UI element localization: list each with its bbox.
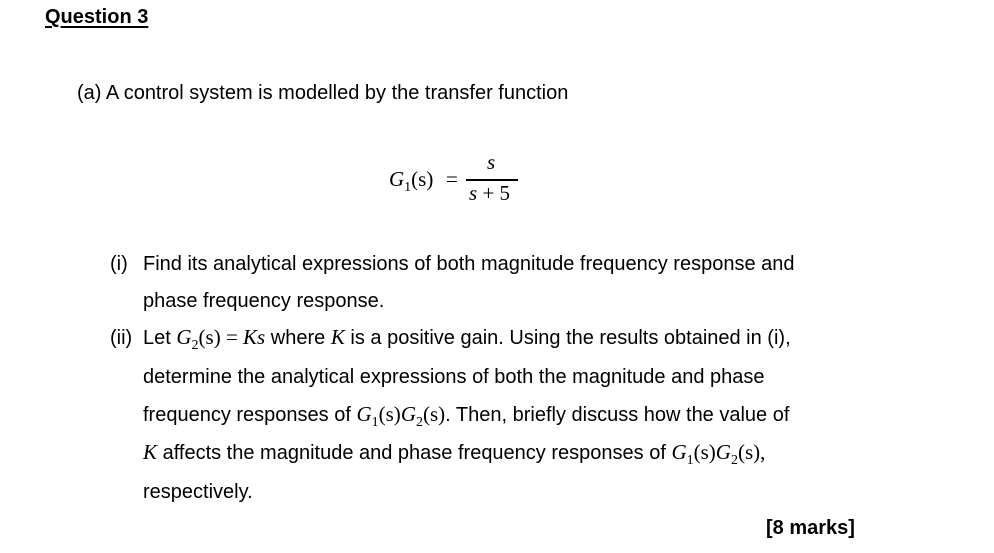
math-sub: 2 (415, 415, 423, 430)
part-i-line-1: Find its analytical expressions of both magnitude frequency response and (143, 253, 795, 275)
math-g1: G (671, 440, 687, 464)
text: frequency responses of (143, 404, 357, 426)
math-sub: 2 (191, 338, 199, 353)
math-arg: (s) (198, 325, 221, 349)
intro-text: (a) A control system is modelled by the transfer function (77, 82, 569, 104)
math-k: K (330, 325, 345, 349)
math-sub: 2 (730, 453, 738, 468)
math-arg: (s) (378, 402, 401, 426)
math-sub: 1 (686, 453, 694, 468)
math-g2: G (400, 402, 416, 426)
denominator-s: s (469, 181, 478, 205)
math-g2: G (715, 440, 731, 464)
marks-label: [8 marks] (766, 517, 855, 539)
math-g1: G (356, 402, 372, 426)
math-arg: (s) (693, 440, 716, 464)
part-ii-line-2: determine the analytical expressions of both the magnitude and phase (143, 366, 765, 388)
text: Let (143, 327, 177, 349)
part-ii-line-5: respectively. (143, 481, 253, 503)
text: is a positive gain. Using the results obtained in (i), (344, 327, 791, 349)
math-k: K (143, 440, 158, 464)
part-ii-line-1 (143, 325, 791, 353)
equals-sign: = (446, 167, 458, 191)
fraction-denominator (469, 181, 510, 206)
math-g2: G (176, 325, 192, 349)
math-comma: , (760, 440, 766, 464)
math-equals: = (220, 325, 244, 349)
math-ks: Ks (243, 325, 266, 349)
part-ii-label: (ii) (110, 327, 133, 349)
part-ii-line-4 (143, 440, 766, 468)
math-arg: (s) (737, 440, 761, 464)
part-i-label: (i) (110, 253, 128, 275)
fraction-numerator: s (487, 150, 496, 174)
text: affects the magnitude and phase frequency responses of (157, 442, 672, 464)
text: . Then, briefly discuss how the value of (445, 404, 790, 426)
text: where (265, 327, 331, 349)
lhs-arg: (s) (411, 167, 434, 191)
part-i-line-2: phase frequency response. (143, 290, 385, 312)
lhs-sub: 1 (404, 180, 412, 195)
math-sub: 1 (371, 415, 379, 430)
part-ii-line-3 (143, 402, 790, 430)
math-arg: (s) (422, 402, 446, 426)
transfer-function-lhs (389, 167, 434, 195)
lhs-g: G (389, 167, 405, 191)
question-title: Question 3 (45, 6, 149, 28)
denominator-rest: + 5 (477, 181, 511, 205)
